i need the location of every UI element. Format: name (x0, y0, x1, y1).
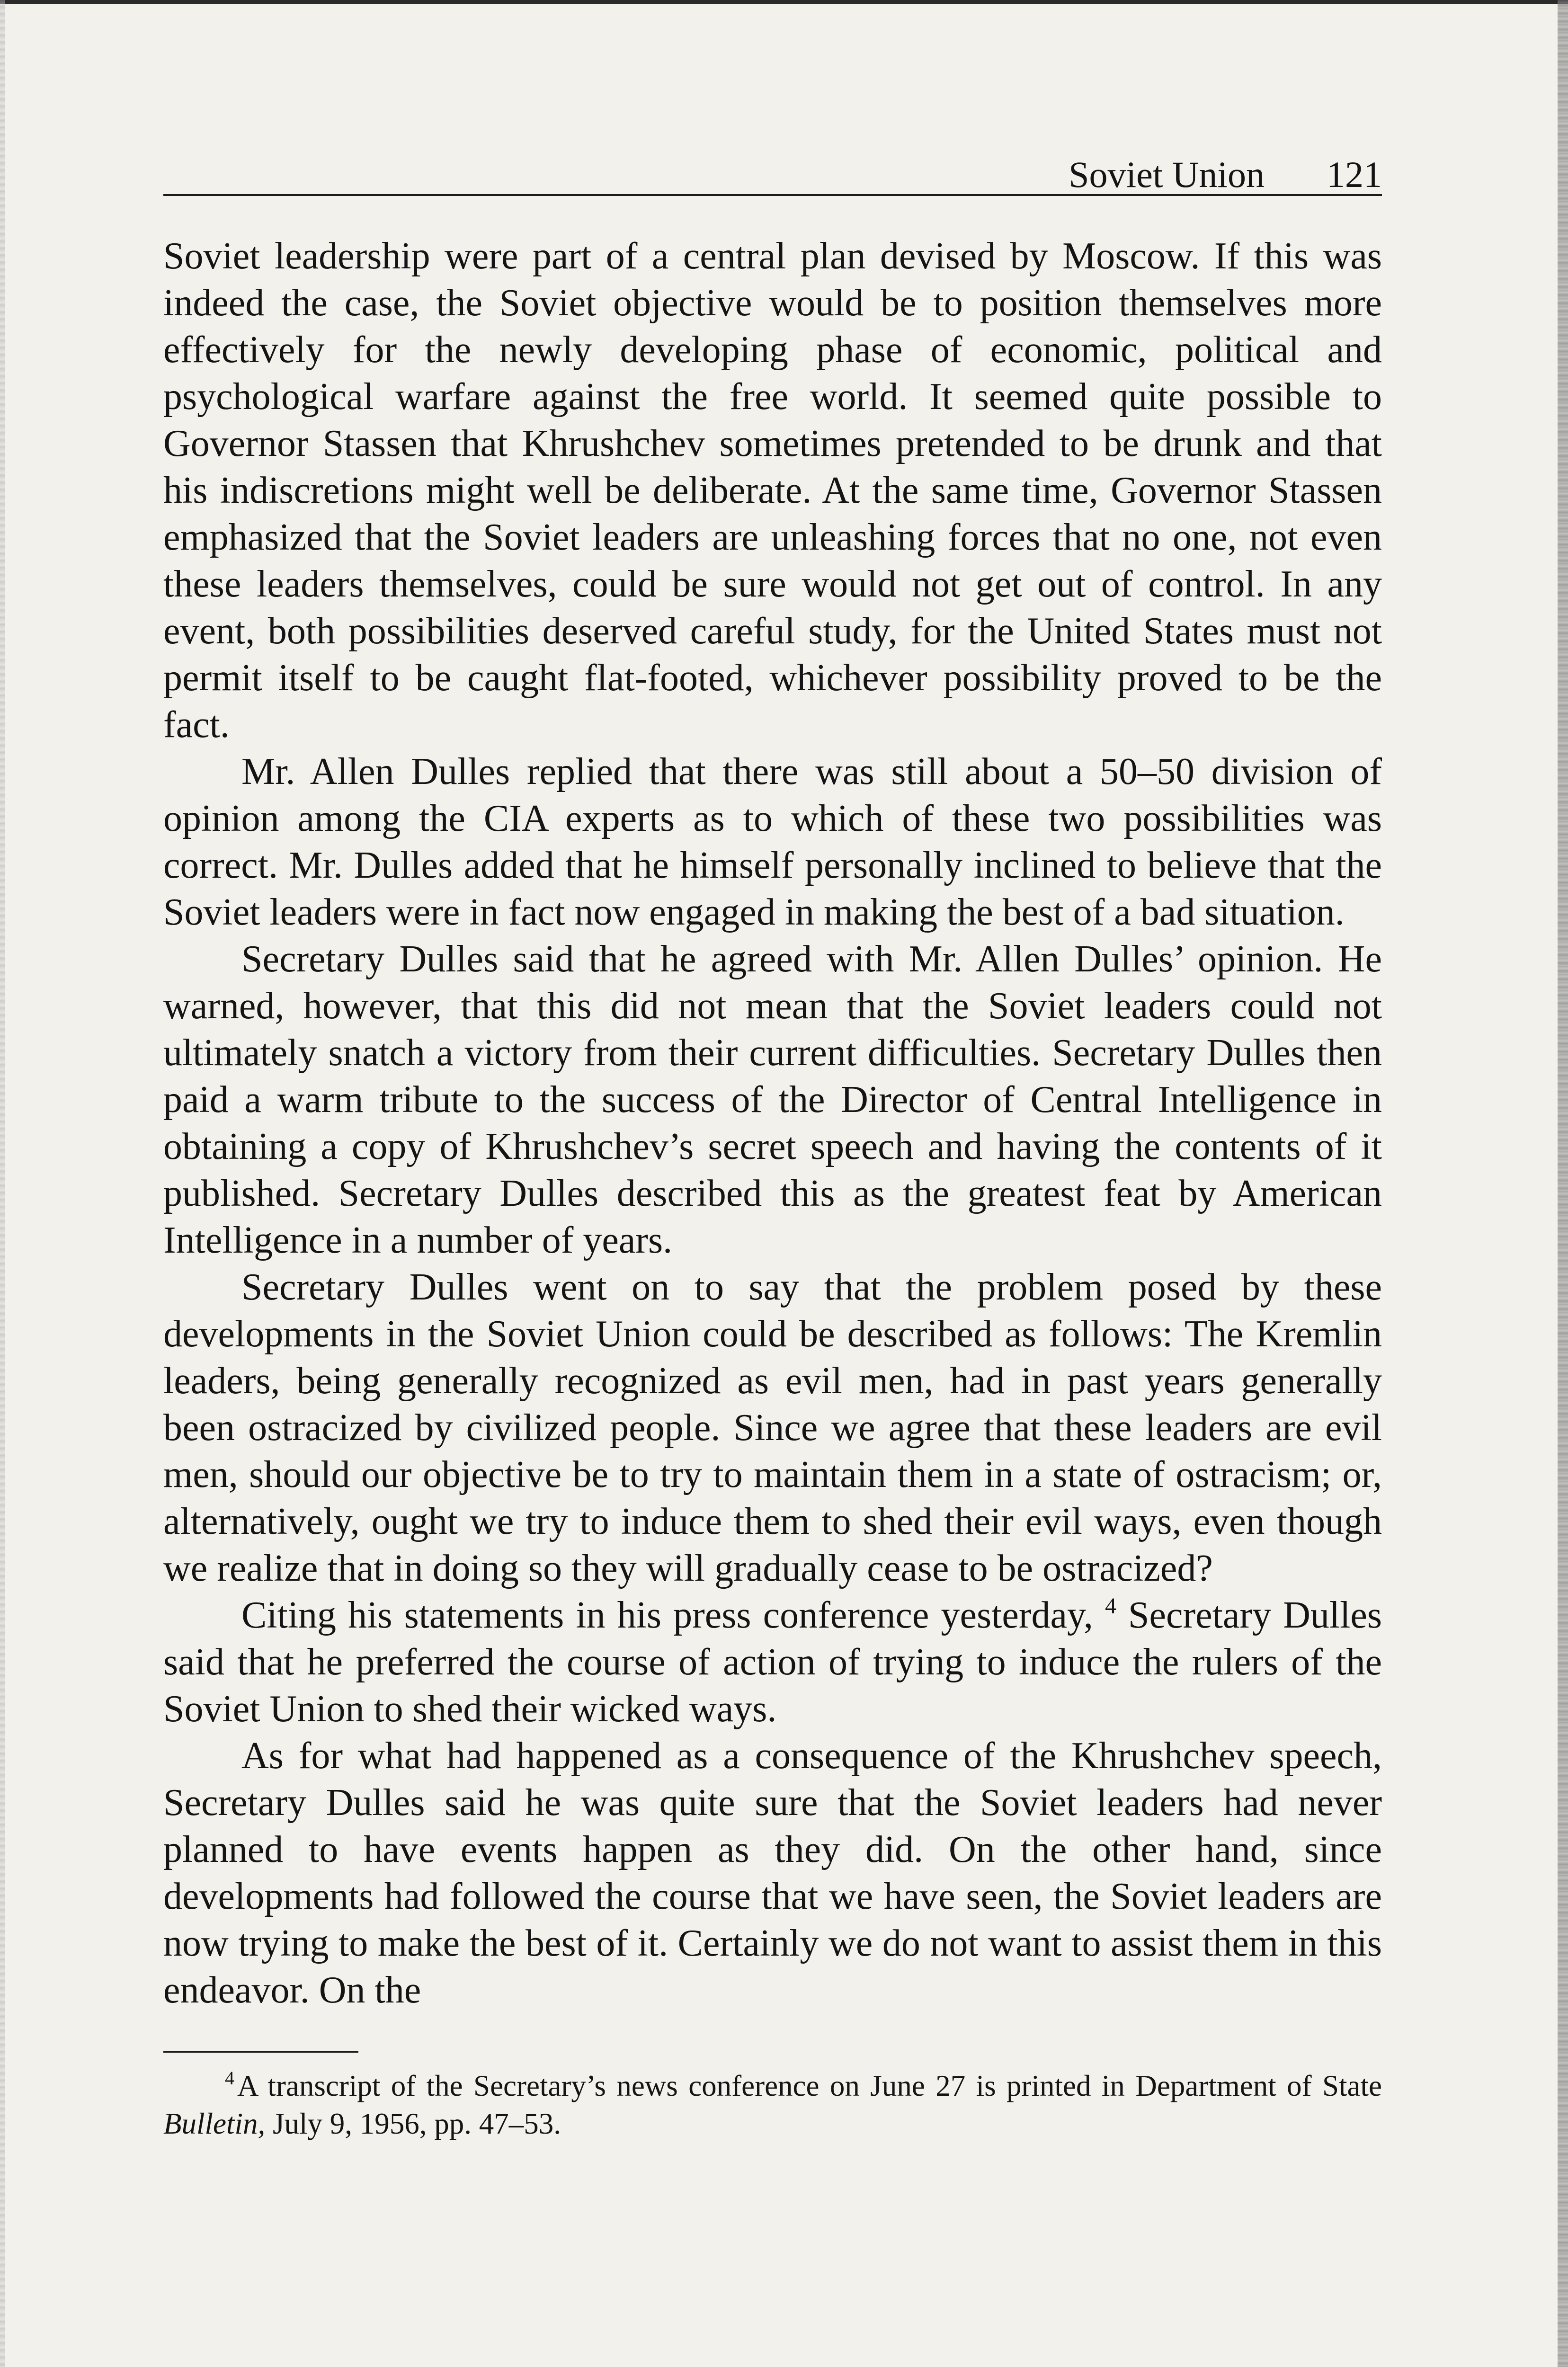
footnote-text-before: A transcript of the Secretary’s news conference on June 27 is printed in Department of State (237, 2069, 1382, 2102)
paragraph-text-after-ref: Secretary Dulles said that he preferred the course of action of trying to induce the rulers of the Soviet Union to shed their wicked ways. (163, 1594, 1382, 1730)
scan-right-edge (1558, 0, 1568, 2367)
body-text (163, 233, 1382, 2014)
page-number: 121 (1327, 154, 1382, 195)
book-page (163, 142, 1382, 2143)
footnote-reference[interactable]: 4 (1105, 1593, 1116, 1619)
scan-left-edge (0, 0, 5, 2367)
scan-top-edge (0, 0, 1568, 4)
paragraph-text-before-ref: Citing his statements in his press conference yesterday, (241, 1594, 1093, 1636)
paragraph-allen-dulles-reply: Mr. Allen Dulles replied that there was still about a 50–50 division of opinion among the CIA experts as to which of these two possibilities was correct. Mr. Dulles added that he himself personally inclined to believe that the Soviet leaders were in fact now engaged in making the best of a bad situation. (163, 751, 1382, 933)
footnote-number: 4 (225, 2067, 234, 2089)
footnote (163, 2067, 1382, 2143)
running-head (163, 142, 1382, 196)
footnote-divider (163, 2051, 358, 2053)
paragraph-problem-posed: Secretary Dulles went on to say that the problem posed by these developments in the Soviet Union could be described as follows: The Kremlin leaders, being generally recognized as evil men, had in past years generally been ostracized by civilized people. Since we agree that these leaders are evil men, should our objective be to try to maintain them in a state of ostracism; or, alternatively, ought we try to induce them to shed their evil ways, even though we realize that in doing so they will gradually cease to be ostracized? (163, 1266, 1382, 1589)
paragraph-press-conference (163, 1592, 1382, 1733)
footnote-italic-title: Bulletin, (163, 2107, 266, 2140)
running-head-title: Soviet Union (1069, 154, 1265, 195)
paragraph-khrushchev-speech: As for what had happened as a consequence of the Khrushchev speech, Secretary Dulles said he was quite sure that the Soviet leaders had never planned to have events happen as they did. On the other hand, since developments had followed the course that we have seen, the Soviet leaders are now trying to make the best of it. Certainly we do not want to assist them in this endeavor. On the (163, 1735, 1382, 2011)
paragraph-continued: Soviet leadership were part of a central plan devised by Moscow. If this was indeed the case, the Soviet objective would be to position themselves more effectively for the newly developing phase of economic, political and psychological warfare against the free world. It seemed quite possible to Governor Stassen that Khrushchev sometimes pretended to be drunk and that his indiscretions might well be deliberate. At the same time, Governor Stassen emphasized that the Soviet leaders are unleashing forces that no one, not even these leaders themselves, could be sure would not get out of control. In any event, both possibilities deserved careful study, for the United States must not permit itself to be caught flat-footed, whichever possibility proved to be the fact. (163, 235, 1382, 746)
paragraph-secretary-agreement: Secretary Dulles said that he agreed with Mr. Allen Dulles’ opinion. He warned, however, that this did not mean that the Soviet leaders could not ultimately snatch a victory from their current difficulties. Secretary Dulles then paid a warm tribute to the success of the Director of Central Intelligence in obtaining a copy of Khrushchev’s secret speech and having the contents of it published. Secretary Dulles described this as the greatest feat by American Intelligence in a number of years. (163, 938, 1382, 1261)
footnote-text-after: July 9, 1956, pp. 47–53. (272, 2107, 561, 2140)
